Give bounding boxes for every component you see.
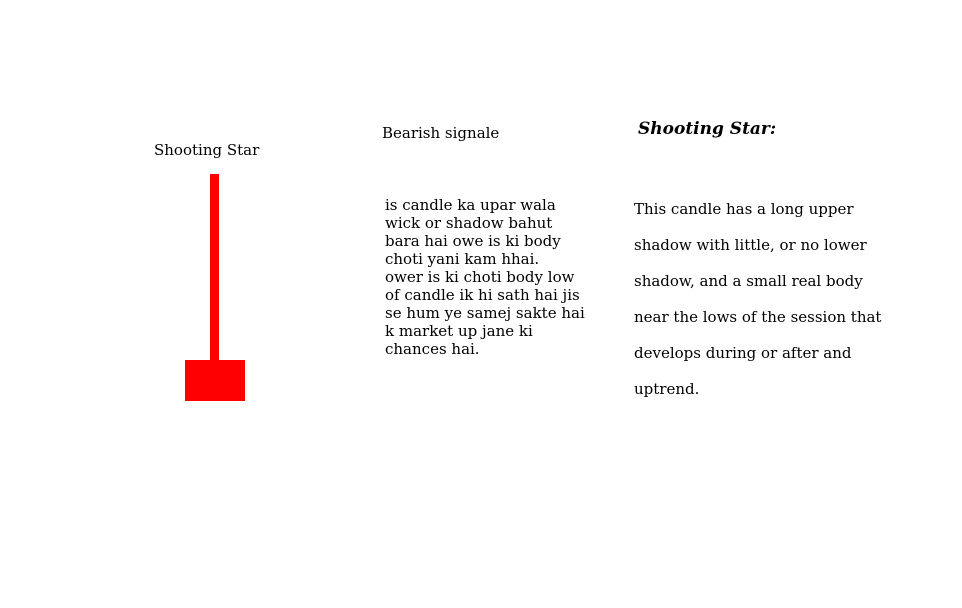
bearish-heading: Bearish signale [382, 124, 500, 142]
candle-body [185, 360, 245, 401]
definition-heading: Shooting Star: [638, 119, 777, 139]
definition-description: This candle has a long upper shadow with little, or no lower shadow, and a small real body near the lows of the session that develops during or after and uptrend. [634, 200, 882, 398]
candle-upper-wick [210, 174, 219, 362]
candle-label: Shooting Star [154, 141, 260, 159]
bearish-description: is candle ka upar wala wick or shadow bahut bara hai owe is ki body choti yani kam hhai. ower is ki choti body low of candle ik hi sath hai jis se hum ye samej sakte hai k market up jane ki chances hai. [385, 196, 585, 358]
